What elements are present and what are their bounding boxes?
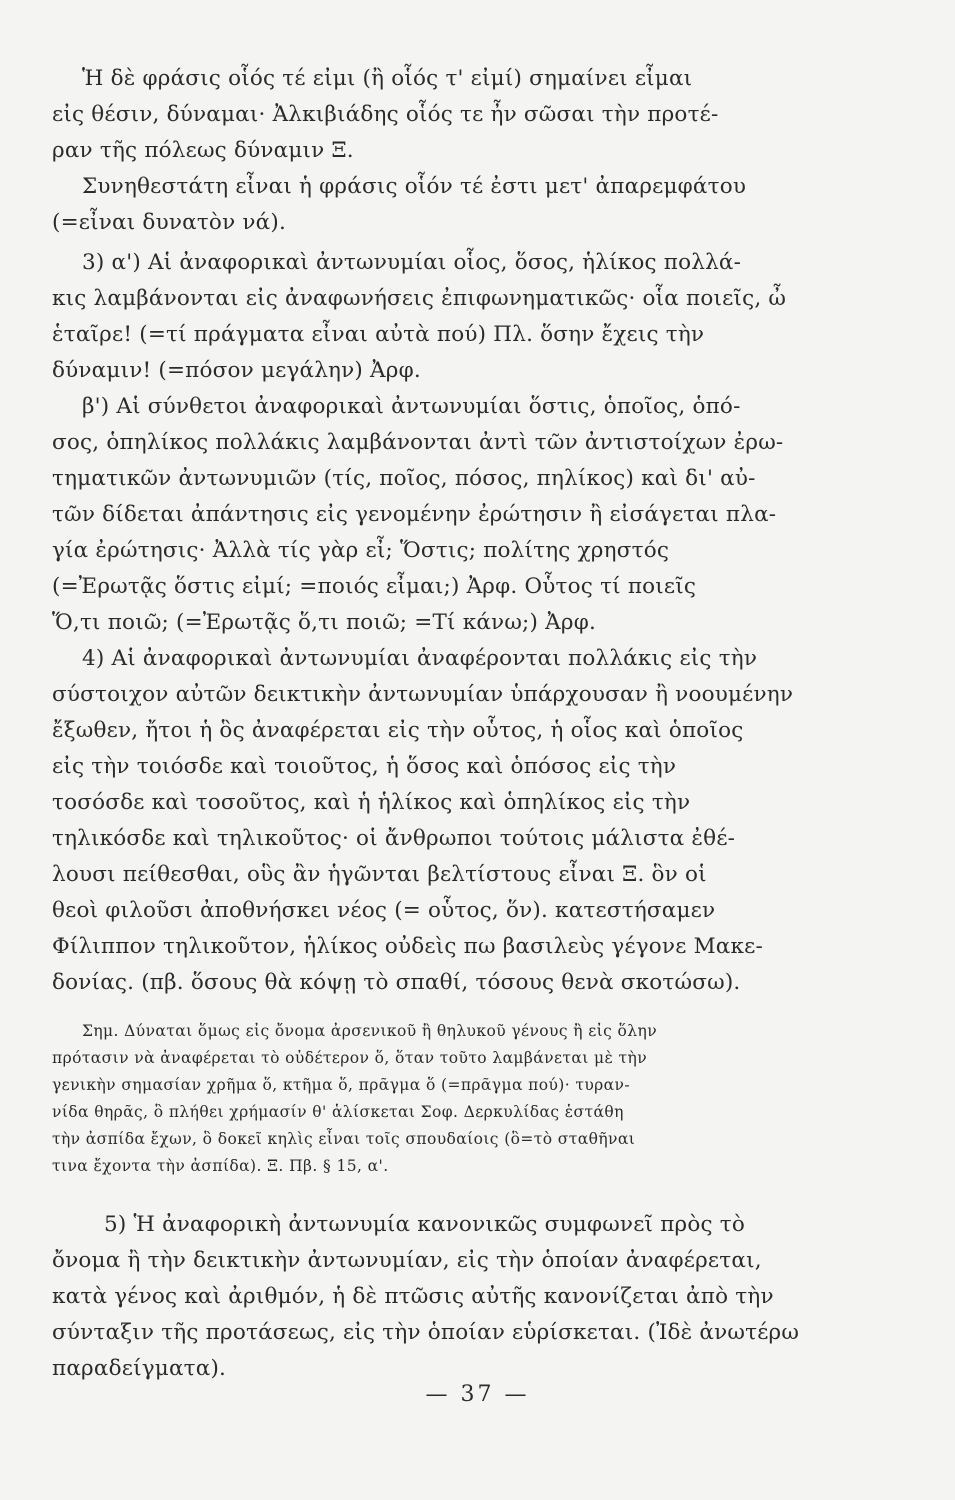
text-line: τῶν δίδεται ἀπάντησις εἰς γενομένην ἐρώτησιν ἢ εἰσάγεται πλα- xyxy=(52,502,777,527)
text-line: 5) Ἡ ἀναφορικὴ ἀντωνυμία κανονικῶς συμφωνεῖ πρὸς τὸ xyxy=(104,1212,746,1237)
text-line: κις λαμβάνονται εἰς ἀναφωνήσεις ἐπιφωνηματικῶς· οἷα ποιεῖς, ὦ xyxy=(52,286,787,311)
text-line: θεοὶ φιλοῦσι ἀποθνήσκει νέος (= οὗτος, ὅν). κατεστήσαμεν xyxy=(52,898,716,923)
text-line: τοσόσδε καὶ τοσοῦτος, καὶ ἡ ἡλίκος καὶ ὁπηλίκος εἰς τὴν xyxy=(52,790,691,815)
text-line: Ὅ,τι ποιῶ; (=Ἐρωτᾷς ὅ,τι ποιῶ; =Τί κάνω;) Ἀρφ. xyxy=(52,610,596,635)
note-line: Σημ. Δύναται ὅμως εἰς ὄνομα ἀρσενικοῦ ἢ θηλυκοῦ γένους ἢ εἰς ὅλην xyxy=(82,1022,658,1040)
note-line: τὴν ἀσπίδα ἔχων, ὃ δοκεῖ κηλὶς εἶναι τοῖς σπουδαίοις (ὃ=τὸ σταθῆναι xyxy=(52,1130,636,1148)
text-line: σύνταξιν τῆς προτάσεως, εἰς τὴν ὁποίαν εὑρίσκεται. (Ἰδὲ ἀνωτέρω xyxy=(52,1320,800,1345)
text-line: τηλικόσδε καὶ τηλικοῦτος· οἱ ἄνθρωποι τούτοις μάλιστα ἐθέ- xyxy=(52,826,736,851)
text-line: δονίας. (πβ. ὅσους θὰ κόψῃ τὸ σπαθί, τόσους θενὰ σκοτώσω). xyxy=(52,970,741,995)
note-line: νίδα θηρᾶς, ὃ πλήθει χρήμασίν θ' ἁλίσκεται Σοφ. Δερκυλίδας ἑστάθη xyxy=(52,1103,624,1121)
text-line: 4) Αἱ ἀναφορικαὶ ἀντωνυμίαι ἀναφέρονται πολλάκις εἰς τὴν xyxy=(82,646,758,671)
text-line: Φίλιππον τηλικοῦτον, ἡλίκος οὐδεὶς πω βασιλεὺς γέγονε Μακε- xyxy=(52,934,763,959)
text-line: ὄνομα ἢ τὴν δεικτικὴν ἀντωνυμίαν, εἰς τὴν ὁποίαν ἀναφέρεται, xyxy=(52,1248,762,1273)
text-line: σος, ὁπηλίκος πολλάκις λαμβάνονται ἀντὶ τῶν ἀντιστοίχων ἐρω- xyxy=(52,430,784,455)
text-line: τηματικῶν ἀντωνυμιῶν (τίς, ποῖος, πόσος, πηλίκος) καὶ δι' αὐ- xyxy=(52,466,756,491)
text-line: ραν τῆς πόλεως δύναμιν Ξ. xyxy=(52,138,354,163)
text-line: εἰς τὴν τοιόσδε καὶ τοιοῦτος, ἡ ὅσος καὶ ὁπόσος εἰς τὴν xyxy=(52,754,677,779)
text-line: εἰς θέσιν, δύναμαι· Ἀλκιβιάδης οἷός τε ἦν σῶσαι τὴν προτέ- xyxy=(52,102,719,127)
text-line: κατὰ γένος καὶ ἀριθμόν, ἡ δὲ πτῶσις αὐτῆς κανονίζεται ἀπὸ τὴν xyxy=(52,1284,774,1309)
text-line: ἑταῖρε! (=τί πράγματα εἶναι αὐτὰ πού) Πλ. ὅσην ἔχεις τὴν xyxy=(52,322,705,347)
text-line: παραδείγματα). xyxy=(52,1356,227,1381)
text-line: (=Ἐρωτᾷς ὅστις εἰμί; =ποιός εἶμαι;) Ἀρφ. Οὗτος τί ποιεῖς xyxy=(52,574,697,599)
text-line: 3) α') Αἱ ἀναφορικαὶ ἀντωνυμίαι οἷος, ὅσος, ἡλίκος πολλά- xyxy=(82,250,742,275)
text-line: Συνηθεστάτη εἶναι ἡ φράσις οἷόν τέ ἐστι μετ' ἀπαρεμφάτου xyxy=(82,174,747,199)
page-number: — 37 — xyxy=(425,1382,530,1407)
text-line: β') Αἱ σύνθετοι ἀναφορικαὶ ἀντωνυμίαι ὅστις, ὁποῖος, ὁπό- xyxy=(82,394,741,419)
text-line: σύστοιχον αὐτῶν δεικτικὴν ἀντωνυμίαν ὑπάρχουσαν ἢ νοουμένην xyxy=(52,682,794,707)
note-line: γενικὴν σημασίαν χρῆμα ὅ, κτῆμα ὅ, πρᾶγμα ὅ (=πρᾶγμα πού)· τυραν- xyxy=(52,1076,631,1094)
text-line: δύναμιν! (=πόσον μεγάλην) Ἀρφ. xyxy=(52,358,421,383)
text-line: ἔξωθεν, ἤτοι ἡ ὃς ἀναφέρεται εἰς τὴν οὗτος, ἡ οἷος καὶ ὁποῖος xyxy=(52,718,744,743)
note-line: τινα ἔχοντα τὴν ἀσπίδα). Ξ. Πβ. § 15, α'. xyxy=(52,1157,389,1175)
text-line: λουσι πείθεσθαι, οὓς ἂν ἡγῶνται βελτίστους εἶναι Ξ. ὃν οἱ xyxy=(52,862,707,887)
text-line: (=εἶναι δυνατὸν νά). xyxy=(52,210,286,235)
note-line: πρότασιν νὰ ἀναφέρεται τὸ οὐδέτερον ὅ, ὅταν τοῦτο λαμβάνεται μὲ τὴν xyxy=(52,1049,648,1067)
text-line: Ἡ δὲ φράσις οἷός τέ εἰμι (ἢ οἷός τ' εἰμί) σημαίνει εἶμαι xyxy=(82,66,693,91)
text-line: γία ἐρώτησις· Ἀλλὰ τίς γὰρ εἶ; Ὅστις; πολίτης χρηστός xyxy=(52,538,670,563)
